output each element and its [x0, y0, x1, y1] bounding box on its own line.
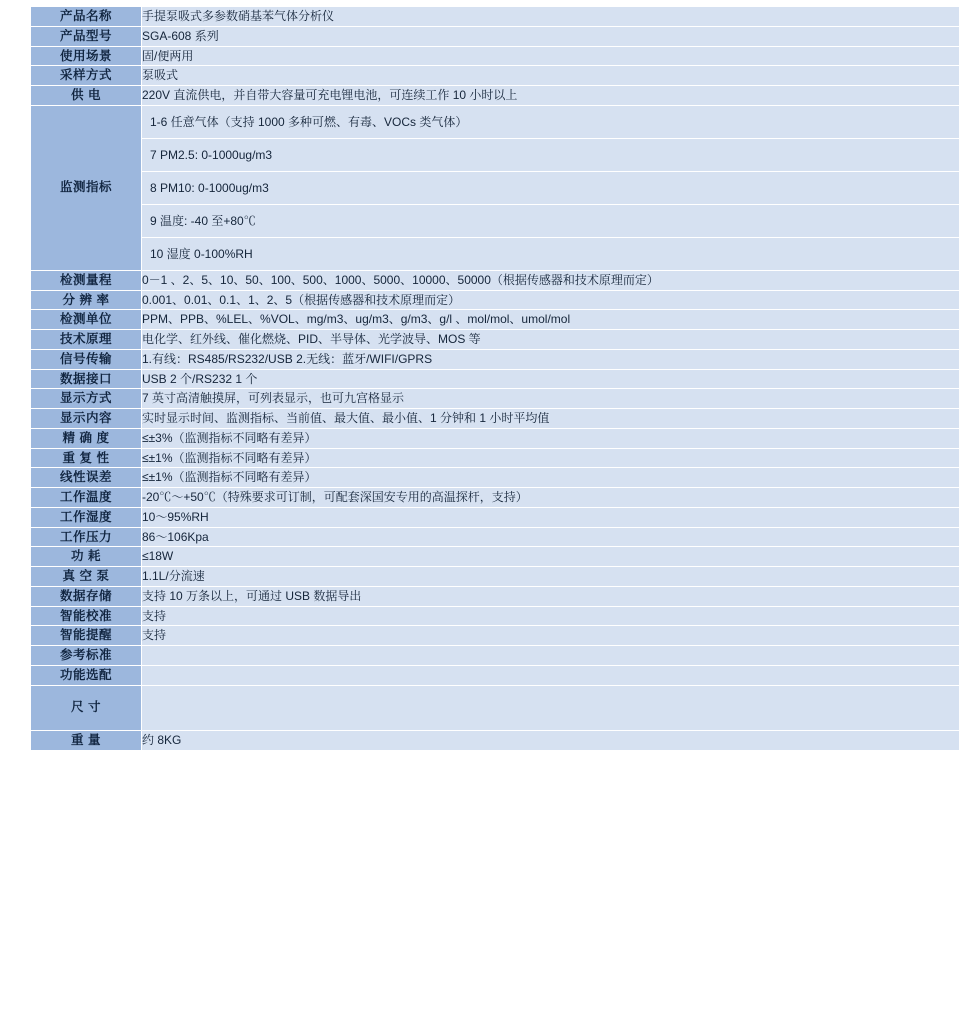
row-label: 使用场景	[31, 46, 142, 66]
row-label	[31, 750, 142, 751]
row-value: 实时显示时间、监测指标、当前值、最大值、最小值、1 分钟和 1 小时平均值	[142, 409, 960, 429]
row-value: 约 8KG	[142, 730, 960, 750]
table-row-optional-functions	[31, 685, 960, 730]
table-row	[31, 527, 960, 547]
row-label: 工作湿度	[31, 507, 142, 527]
row-value: 手提泵吸式多参数硝基苯气体分析仪	[142, 7, 960, 27]
table-row	[31, 409, 960, 429]
table-row	[31, 586, 960, 606]
row-label: 尺 寸	[31, 685, 142, 730]
table-row	[31, 448, 960, 468]
table-row	[31, 547, 960, 567]
table-row	[31, 310, 960, 330]
row-value	[142, 105, 960, 270]
row-value: ≤±1%（监测指标不同略有差异）	[142, 468, 960, 488]
list-item	[142, 171, 959, 204]
table-row	[31, 750, 960, 751]
row-value: 支持	[142, 606, 960, 626]
table-row	[31, 606, 960, 626]
list-item-text: 1-6 任意气体（支持 1000 多种可燃、有毒、VOCs 类气体）	[142, 106, 959, 139]
option-line	[142, 708, 959, 730]
row-label: 检测量程	[31, 270, 142, 290]
table-row	[31, 369, 960, 389]
row-value: 220V 直流供电，并自带大容量可充电锂电池，可连续工作 10 小时以上	[142, 86, 960, 106]
table-row	[31, 626, 960, 646]
table-row	[31, 330, 960, 350]
table-row	[31, 428, 960, 448]
spec-table	[30, 6, 960, 752]
row-label: 信号传输	[31, 349, 142, 369]
row-label: 技术原理	[31, 330, 142, 350]
table-row	[31, 507, 960, 527]
row-label: 数据接口	[31, 369, 142, 389]
row-value: 0.001、0.01、0.1、1、2、5（根据传感器和技术原理而定）	[142, 290, 960, 310]
row-label: 智能校准	[31, 606, 142, 626]
row-label: 工作温度	[31, 488, 142, 508]
row-label: 线性误差	[31, 468, 142, 488]
table-row	[31, 488, 960, 508]
row-value: 7 英寸高清触摸屏，可列表显示，也可九宫格显示	[142, 389, 960, 409]
row-value: 86～106Kpa	[142, 527, 960, 547]
row-value: ≤18W	[142, 547, 960, 567]
row-label: 供 电	[31, 86, 142, 106]
row-value: 支持	[142, 626, 960, 646]
row-value: 固/便两用	[142, 46, 960, 66]
row-value: 泵吸式	[142, 66, 960, 86]
table-row	[31, 26, 960, 46]
row-label: 监测指标	[31, 105, 142, 270]
row-value: PPM、PPB、%LEL、%VOL、mg/m3、ug/m3、g/m3、g/l 、mol/mol、umol/mol	[142, 310, 960, 330]
row-value: ≤±1%（监测指标不同略有差异）	[142, 448, 960, 468]
list-item-text: 7 PM2.5: 0-1000ug/m3	[142, 138, 959, 171]
row-label: 精 确 度	[31, 428, 142, 448]
row-label: 产品型号	[31, 26, 142, 46]
table-row	[31, 349, 960, 369]
table-row	[31, 86, 960, 106]
row-value: USB 2 个/RS232 1 个	[142, 369, 960, 389]
row-label: 功 耗	[31, 547, 142, 567]
table-row	[31, 730, 960, 750]
row-value: -20℃～+50℃（特殊要求可订制，可配套深国安专用的高温探杆，支持）	[142, 488, 960, 508]
row-label: 采样方式	[31, 66, 142, 86]
row-value	[142, 665, 960, 685]
row-label: 数据存储	[31, 586, 142, 606]
table-row	[31, 46, 960, 66]
option-line	[142, 686, 959, 708]
list-item	[142, 237, 959, 270]
row-label: 工作压力	[31, 527, 142, 547]
table-row	[31, 290, 960, 310]
row-value: ≤±3%（监测指标不同略有差异）	[142, 428, 960, 448]
row-label: 显示方式	[31, 389, 142, 409]
table-row	[31, 468, 960, 488]
row-label: 产品名称	[31, 7, 142, 27]
row-label: 功能选配	[31, 665, 142, 685]
row-value: 10～95%RH	[142, 507, 960, 527]
table-row-monitoring-indicators	[31, 105, 960, 270]
row-label: 重 量	[31, 730, 142, 750]
table-row	[31, 567, 960, 587]
table-row	[31, 389, 960, 409]
row-value: 1.1L/分流速	[142, 567, 960, 587]
monitoring-indicator-list	[142, 106, 959, 270]
table-row	[31, 66, 960, 86]
list-item	[142, 138, 959, 171]
row-label: 智能提醒	[31, 626, 142, 646]
list-item	[142, 204, 959, 237]
row-value	[142, 685, 960, 730]
row-label: 显示内容	[31, 409, 142, 429]
list-item-text: 8 PM10: 0-1000ug/m3	[142, 171, 959, 204]
table-row	[31, 7, 960, 27]
list-item-text: 10 湿度 0-100%RH	[142, 237, 959, 270]
row-value: 0－1 、2、5、10、50、100、500、1000、5000、10000、50000（根据传感器和技术原理而定）	[142, 270, 960, 290]
row-label: 重 复 性	[31, 448, 142, 468]
row-label: 真 空 泵	[31, 567, 142, 587]
row-value	[142, 750, 960, 751]
row-label: 分 辨 率	[31, 290, 142, 310]
table-row-reference-standards	[31, 665, 960, 685]
row-value: SGA-608 系列	[142, 26, 960, 46]
table-row	[31, 270, 960, 290]
row-label: 参考标准	[31, 646, 142, 666]
row-value: 1.有线：RS485/RS232/USB 2.无线：蓝牙/WIFI/GPRS	[142, 349, 960, 369]
row-value: 电化学、红外线、催化燃烧、PID、半导体、光学波导、MOS 等	[142, 330, 960, 350]
list-item-text: 9 温度: -40 至+80℃	[142, 204, 959, 237]
row-value: 支持 10 万条以上，可通过 USB 数据导出	[142, 586, 960, 606]
row-value	[142, 646, 960, 666]
row-label: 检测单位	[31, 310, 142, 330]
table-row	[31, 646, 960, 666]
list-item	[142, 106, 959, 139]
